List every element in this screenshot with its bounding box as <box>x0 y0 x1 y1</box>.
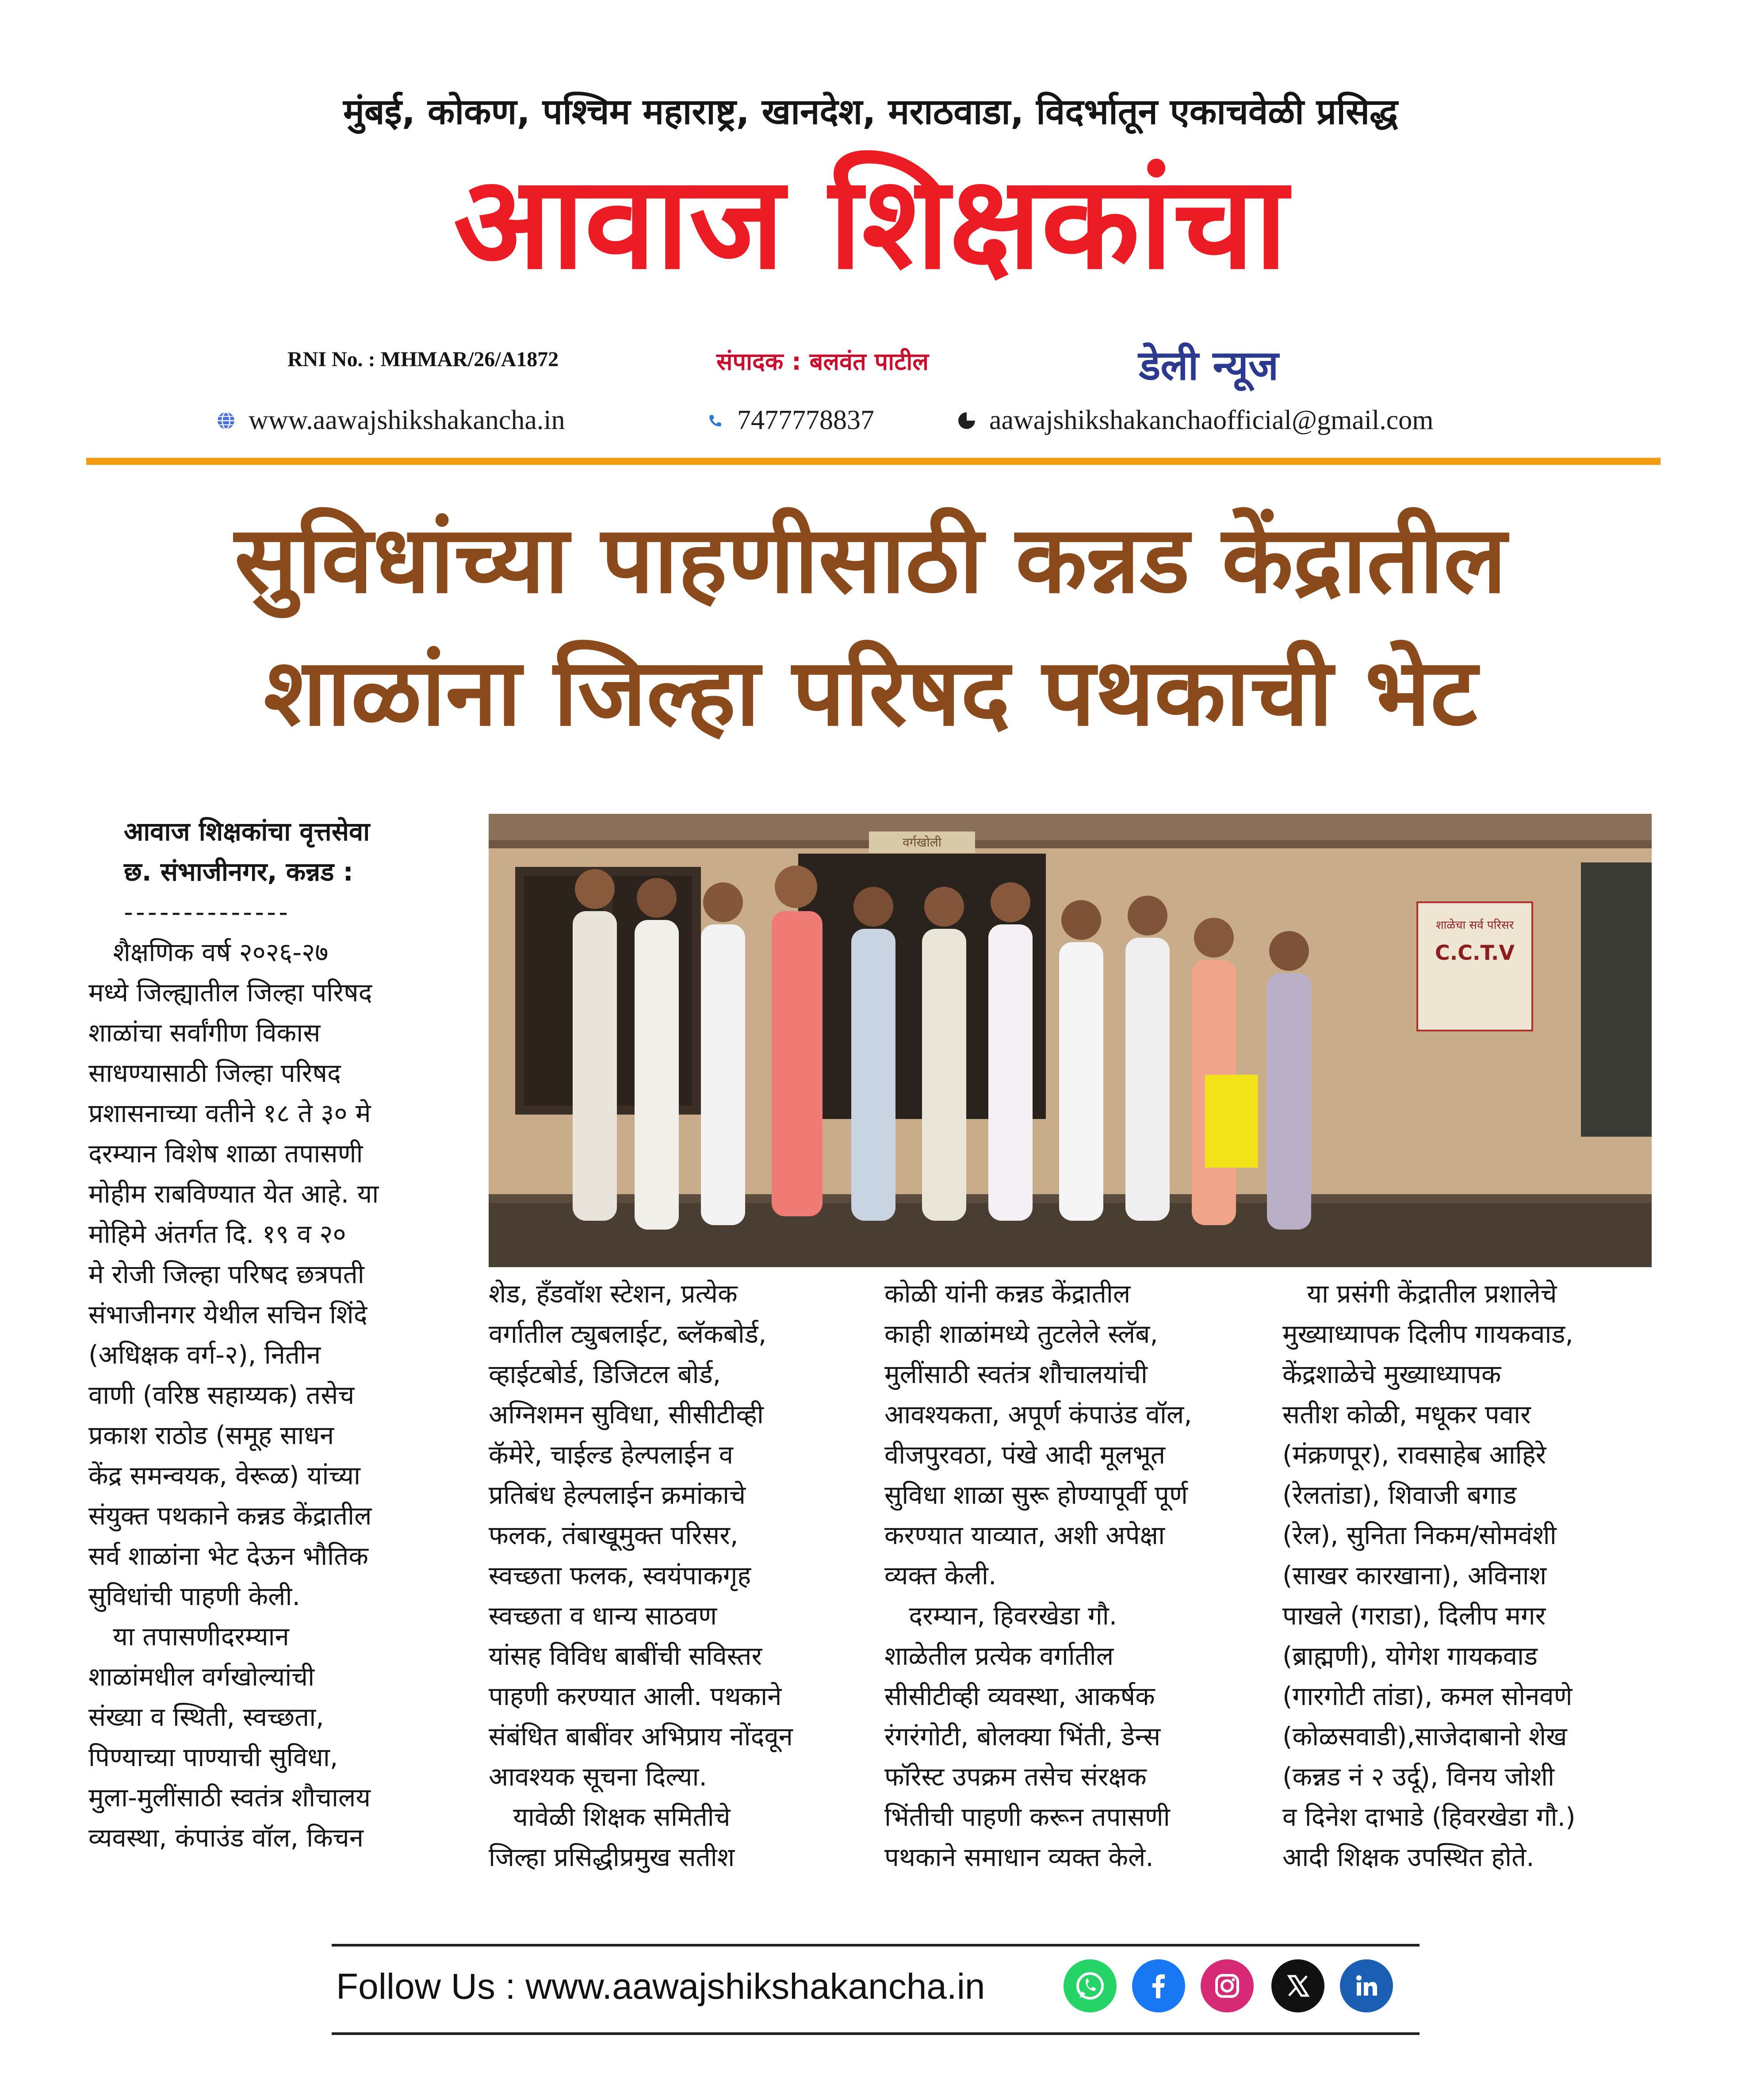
email-icon <box>957 411 976 430</box>
column-3-text: कोळी यांनी कन्नड केंद्रातील काही शाळांमध्ये तुटलेले स्लॅब, मुलींसाठी स्वतंत्र शौचालयांची आवश्यकता, अपूर्ण कंपाउंड वॉल, वीजपुरवठा, पंखे आदी मूलभूत सुविधा शाळा सुरू होण्यापूर्वी पूर्ण करण्यात याव्यात, अशी अपेक्षा व्यक्त केली. दरम्यान, हिवरखेडा गौ. शाळेतील प्रत्येक वर्गातील सीसीटीव्ही व्यवस्था, आकर्षक रंगरंगोटी, बोलक्या भिंती, डेन्स फॉरेस्ट उपक्रम तसेच संरक्षक भिंतीची पाहणी करून तपासणी पथकाने समाधान व्यक्त केले. <box>884 1279 1192 1872</box>
email-text[interactable]: aawajshikshakanchaofficial@gmail.com <box>989 405 1434 435</box>
globe-icon <box>217 411 235 430</box>
website-text[interactable]: www.aawajshikshakancha.in <box>249 405 565 435</box>
door-sign-text: वर्गखोली <box>903 835 941 850</box>
phone-text[interactable]: 7477778837 <box>737 405 874 435</box>
x-button[interactable] <box>1271 1959 1324 2012</box>
footer-bottom-rule <box>332 2032 1420 2035</box>
tagline: मुंबई, कोकण, पश्चिम महाराष्ट्र, खानदेश, मराठवाडा, विदर्भातून एकाचवेळी प्रसिद्ध <box>343 91 1398 132</box>
byline-dashes: -------------- <box>124 897 291 927</box>
whatsapp-icon <box>1072 1968 1108 2004</box>
article-column-2 <box>489 1274 873 1878</box>
byline-agency: आवाज शिक्षकांचा वृत्तसेवा <box>124 816 370 847</box>
phone-contact[interactable] <box>705 405 874 436</box>
footer-top-rule <box>332 1944 1420 1947</box>
linkedin-button[interactable] <box>1340 1959 1393 2012</box>
masthead-title: आवाज शिक्षकांचा <box>453 149 1288 298</box>
headline-line-2: शाळांना जिल्हा परिषद पथकाची भेट <box>264 638 1477 747</box>
follow-us-text[interactable]: Follow Us : www.aawajshikshakancha.in <box>336 1966 985 2007</box>
daily-news-label: डेली न्यूज <box>1139 342 1279 389</box>
whatsapp-button[interactable] <box>1064 1959 1117 2012</box>
article-column-1 <box>88 812 478 1858</box>
facebook-icon <box>1141 1968 1176 2004</box>
column-2-text: शेड, हँडवॉश स्टेशन, प्रत्येक वर्गातील ट्युबलाईट, ब्लॅकबोर्ड, व्हाईटबोर्ड, डिजिटल बोर्ड, अग्निशमन सुविधा, सीसीटीव्ही कॅमेरे, चाईल्ड हेल्पलाईन व प्रतिबंध हेल्पलाईन क्रमांकाचे फलक, तंबाखूमुक्त परिसर, स्वच्छता फलक, स्वयंपाकगृह स्वच्छता व धान्य साठवण यांसह विविध बाबींची सविस्तर पाहणी करण्यात आली. पथकाने संबंधित बाबींवर अभिप्राय नोंदवून आवश्यक सूचना दिल्या. यावेळी शिक्षक समितीचे जिल्हा प्रसिद्धीप्रमुख सतीश <box>489 1279 793 1872</box>
linkedin-icon <box>1349 1968 1384 2004</box>
cctv-sign-title: शाळेचा सर्व परिसर <box>1435 919 1514 932</box>
column-4-text: या प्रसंगी केंद्रातील प्रशालेचे मुख्याध्यापक दिलीप गायकवाड, केंद्रशाळेचे मुख्याध्यापक सतीश कोळी, मधूकर पवार (मंक्रणपूर), रावसाहेब आहिरे (रेलतांडा), शिवाजी बगाड (रेल), सुनिता निकम/सोमवंशी (साखर कारखाना), अविनाश पाखले (गराडा), दिलीप मगर (ब्राह्मणी), योगेश गायकवाड (गारगोटी तांडा), कमल सोनवणे (कोळसवाडी),साजेदाबानो शेख (कन्नड नं २ उर्दू), विनय जोशी व दिनेश दाभाडे (हिवरखेडा गौ.) आदी शिक्षक उपस्थित होते. <box>1282 1279 1576 1872</box>
byline-place: छ. संभाजीनगर, कन्नड : <box>124 857 353 887</box>
group-photo-illustration <box>489 814 1652 1267</box>
cctv-sign-label: C.C.T.V <box>1435 941 1515 965</box>
x-icon <box>1280 1968 1316 2004</box>
header-divider <box>86 458 1661 465</box>
instagram-button[interactable] <box>1201 1959 1254 2012</box>
phone-icon <box>705 411 724 430</box>
website-contact[interactable] <box>217 405 565 436</box>
group-photo <box>489 814 1652 1267</box>
facebook-button[interactable] <box>1132 1959 1185 2012</box>
headline-line-1: सुविधांच्या पाहणीसाठी कन्नड केंद्रातील <box>234 506 1507 614</box>
instagram-icon <box>1209 1968 1245 2004</box>
article-column-4 <box>1282 1274 1667 1878</box>
rni-number: RNI No. : MHMAR/26/A1872 <box>287 348 559 371</box>
column-1-text: शैक्षणिक वर्ष २०२६-२७ मध्ये जिल्ह्यातील जिल्हा परिषद शाळांचा सर्वांगीण विकास साधण्यासाठी जिल्हा परिषद प्रशासनाच्या वतीने १८ ते ३० मे दरम्यान विशेष शाळा तपासणी मोहीम राबविण्यात येत आहे. या मोहिमे अंतर्गत दि. १९ व २० मे रोजी जिल्हा परिषद छत्रपती संभाजीनगर येथील सचिन शिंदे (अधिक्षक वर्ग-२), नितीन वाणी (वरिष्ठ सहाय्यक) तसेच प्रकाश राठोड (समूह साधन केंद्र समन्वयक, वेरूळ) यांच्या संयुक्त पथकाने कन्नड केंद्रातील सर्व शाळांना भेट देऊन भौतिक सुविधांची पाहणी केली. या तपासणीदरम्यान शाळांमधील वर्गखोल्यांची संख्या व स्थिती, स्वच्छता, पिण्याच्या पाण्याची सुविधा, मुला-मुलींसाठी स्वतंत्र शौचालय व्यवस्था, कंपाउंड वॉल, किचन <box>88 937 379 1853</box>
editor-name: संपादक : बलवंत पाटील <box>716 348 929 376</box>
email-contact[interactable] <box>957 405 1434 436</box>
article-column-3 <box>884 1274 1269 1878</box>
